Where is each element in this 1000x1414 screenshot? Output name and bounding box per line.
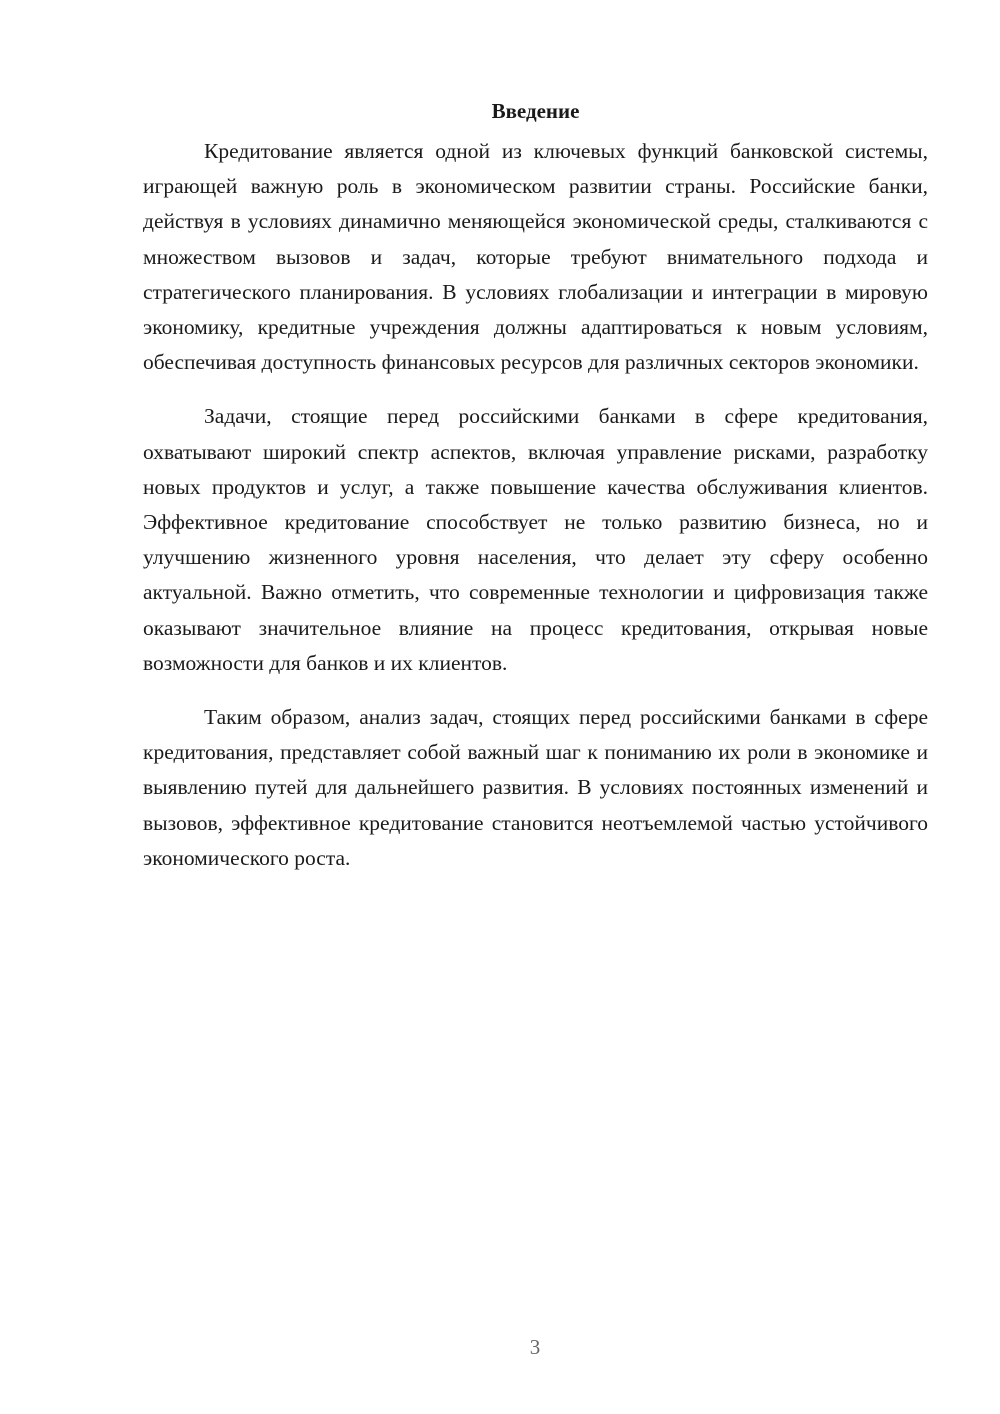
page-number: 3 — [529, 1335, 541, 1359]
page-content — [143, 94, 928, 895]
paragraph-2: Задачи, стоящие перед российскими банками в сфере кредитования, охватывают широкий спектр аспектов, включая управление рисками, разработку новых продуктов и услуг, а также повышение качества обслуживания клиентов. Эффективное кредитование способствует не только развитию бизнеса, но и улучшению жизненного уровня населения, что делает эту сферу особенно актуальной. Важно отметить, что современные технологии и цифровизация также оказывают значительное влияние на процесс кредитования, открывая новые возможности для банков и их клиентов. — [143, 404, 928, 675]
paragraph-1: Кредитование является одной из ключевых функций банковской системы, играющей важную роль в экономическом развитии страны. Российские банки, действуя в условиях динамично меняющейся экономической среды, сталкиваются с множеством вызовов и задач, которые требуют внимательного подхода и стратегического планирования. В условиях глобализации и интеграции в мировую экономику, кредитные учреждения должны адаптироваться к новым условиям, обеспечивая доступность финансовых ресурсов для различных секторов экономики. — [143, 139, 928, 375]
section-heading: Введение — [491, 99, 580, 123]
paragraph-3: Таким образом, анализ задач, стоящих перед российскими банками в сфере кредитования, представляет собой важный шаг к пониманию их роли в экономике и выявлению путей для дальнейшего развития. В условиях постоянных изменений и вызовов, эффективное кредитование становится неотъемлемой частью устойчивого экономического роста. — [143, 705, 928, 870]
